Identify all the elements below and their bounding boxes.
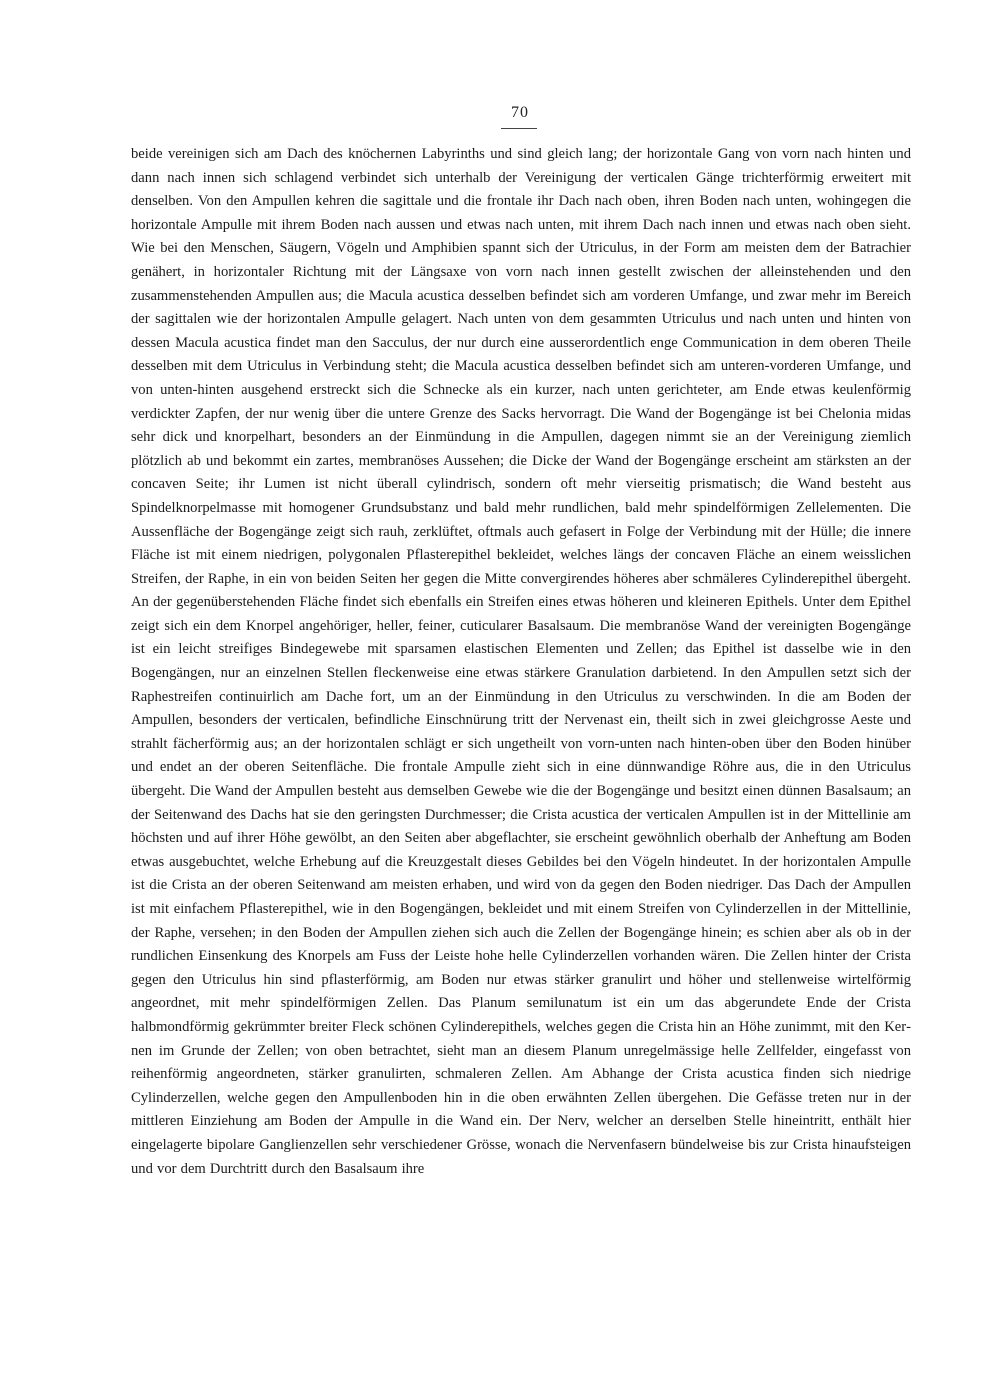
page-number: 70 [511, 104, 529, 121]
page-number-underline [501, 128, 537, 129]
body-paragraph: beide vereinigen sich am Dach des knöchernen Labyrinths und sind gleich lang; der horizontale Gang von vorn nach hinten und dann nach innen sich schlagend verbindet sich unterhalb der Vereinigung der verticalen Gänge trichterförmig erweitert mit denselben. Von den Ampullen kehren die sagittale und die frontale ihr Dach nach oben, ihren Boden nach unten, wohingegen die horizontale Ampulle mit ihrem Boden nach aussen und etwas nach unten, mit ihrem Dach nach innen und etwas nach oben sieht. Wie bei den Menschen, Säugern, Vögeln und Amphibien spannt sich der Utriculus, in der Form am meisten dem der Batrachier genähert, in horizontaler Richtung mit der Längsaxe von vorn nach innen gestellt zwischen der alleinstehenden und den zusammenstehenden Ampullen aus; die Macula acustica desselben befindet sich am vorderen Umfange, und zwar mehr im Bereich der sagittalen wie der horizontalen Ampulle gelagert. Nach unten von dem gesammten Utriculus und nach unten und hinten von dessen Macula acustica findet man den Sacculus, der nur durch eine ausserordentlich enge Communication in dem oberen Theile desselben mit dem Utriculus in Verbindung steht; die Macula acustica desselben befindet sich am unteren-vorderen Umfange, und von unten-hinten ausgehend erstreckt sich die Schnecke als ein kurzer, nach unten gerichteter, am Ende etwas keulenförmig verdickter Zapfen, der nur wenig über die untere Grenze des Sacks hervorragt. Die Wand der Bogengänge ist bei Chelonia midas sehr dick und knorpelhart, besonders an der Einmündung in die Ampullen, dagegen nimmt sie an der Vereinigung ziemlich plötzlich ab und bekommt ein zartes, membranöses Aussehen; die Dicke der Wand der Bogengänge erscheint am stärksten an der concaven Seite; ihr Lumen ist nicht überall cylindrisch, sondern oft mehr vierseitig prismatisch; die Wand besteht aus Spindelknorpelmasse mit homogener Grundsubstanz und bald mehr rundlichen, bald mehr spindelförmigen Zellelementen. Die Aussenfläche der Bogengänge zeigt sich rauh, zerklüftet, oftmals auch gefasert in Folge der Verbindung mit der Hülle; die innere Fläche ist mit einem niedrigen, polygonalen Pflasterepithel bekleidet, welches längs der concaven Fläche an einem weisslichen Streifen, der Raphe, in ein von beiden Seiten her gegen die Mitte convergirendes höheres aber schmäleres Cylinderepithel übergeht. An der gegenüberstehenden Fläche findet sich ebenfalls ein Streifen eines etwas höheren und kleineren Epithels. Unter dem Epithel zeigt sich ein dem Knorpel angehöriger, heller, feiner, cuticularer Basalsaum. Die membranöse Wand der vereinigten Bogengänge ist ein leicht streifiges Bindegewebe mit sparsamen elastischen Elementen und Zellen; das Epithel ist dasselbe wie in den Bogengängen, nur an einzelnen Stellen fleckenweise eine etwas stärkere Granulation darbietend. In den Ampullen setzt sich der Raphestreifen continuirlich am Dache fort, um an der Einmündung in den Utriculus zu verschwinden. In die am Boden der Ampullen, besonders der verticalen, befindliche Einschnürung tritt der Nervenast ein, theilt sich in zwei gleichgrosse Aeste und strahlt fächerförmig aus; an der horizontalen schlägt er sich ungetheilt von vorn-unten nach hinten-oben über den Boden hinüber und endet an der oberen Seitenfläche. Die frontale Ampulle zieht sich in eine dünnwandige Röhre aus, die in den Utriculus übergeht. Die Wand der Ampullen besteht aus demselben Gewebe wie die der Bogengänge und besitzt einen dünnen Basalsaum; an der Seitenwand des Dachs hat sie den geringsten Durchmesser; die Crista acustica der verticalen Ampullen ist in der Mittellinie am höchsten und auf ihrer Höhe gewölbt, an den Seiten aber abgeflachter, sie erscheint gewöhnlich oberhalb der Anheftung am Boden etwas ausgebuchtet, welche Erhebung auf die Kreuzgestalt dieses Gebildes bei den Vögeln hindeutet. In der horizontalen Ampulle ist die Crista an der oberen Seitenwand am meisten erhaben, und wird von da gegen den Boden niedriger. Das Dach der Ampullen ist mit einfachem Pflasterepithel, wie in den Bogengängen, bekleidet und mit einem Streifen von Cylinderzellen in der Mittellinie, der Raphe, versehen; in den Boden der Ampullen ziehen sich auch die Zellen der Bogengänge hinein; es schien aber als ob in der rundlichen Einsenkung des Knorpels am Fuss der Leiste hohe helle Cylinderzellen vorhanden wären. Die Zellen hinter der Crista gegen den Utriculus hin sind pflasterförmig, am Boden nur etwas stärker granulirt und höher und stellenweise wirtelförmig angeordnet, mit mehr spindelförmigen Zellen. Das Planum semilunatum ist ein um das abgerundete Ende der Crista halbmondförmig gekrümmter breiter Fleck schönen Cylinderepithels, welches gegen die Crista hin an Höhe zunimmt, mit den Kernen im Grunde der Zellen; von oben betrachtet, sieht man an diesem Planum unregelmässige helle Zellfelder, eingefasst von reihenförmig angeordneten, stärker granulirten, schmaleren Zellen. Am Abhange der Crista acustica finden sich niedrige Cylinderzellen, welche gegen den Ampullenboden hin in die oben erwähnten Zellen übergehen. Die Gefässe treten nur in der mittleren Einziehung am Boden der Ampulle in die Wand ein. Der Nerv, welcher an derselben Stelle hineintritt, enthält hier eingelagerte bipolare Ganglienzellen sehr verschiedener Grösse, wonach die Nervenfasern bündelweise bis zur Crista hinaufsteigen und vor dem Durchtritt durch den Basalsaum ihre [131, 146, 911, 1177]
